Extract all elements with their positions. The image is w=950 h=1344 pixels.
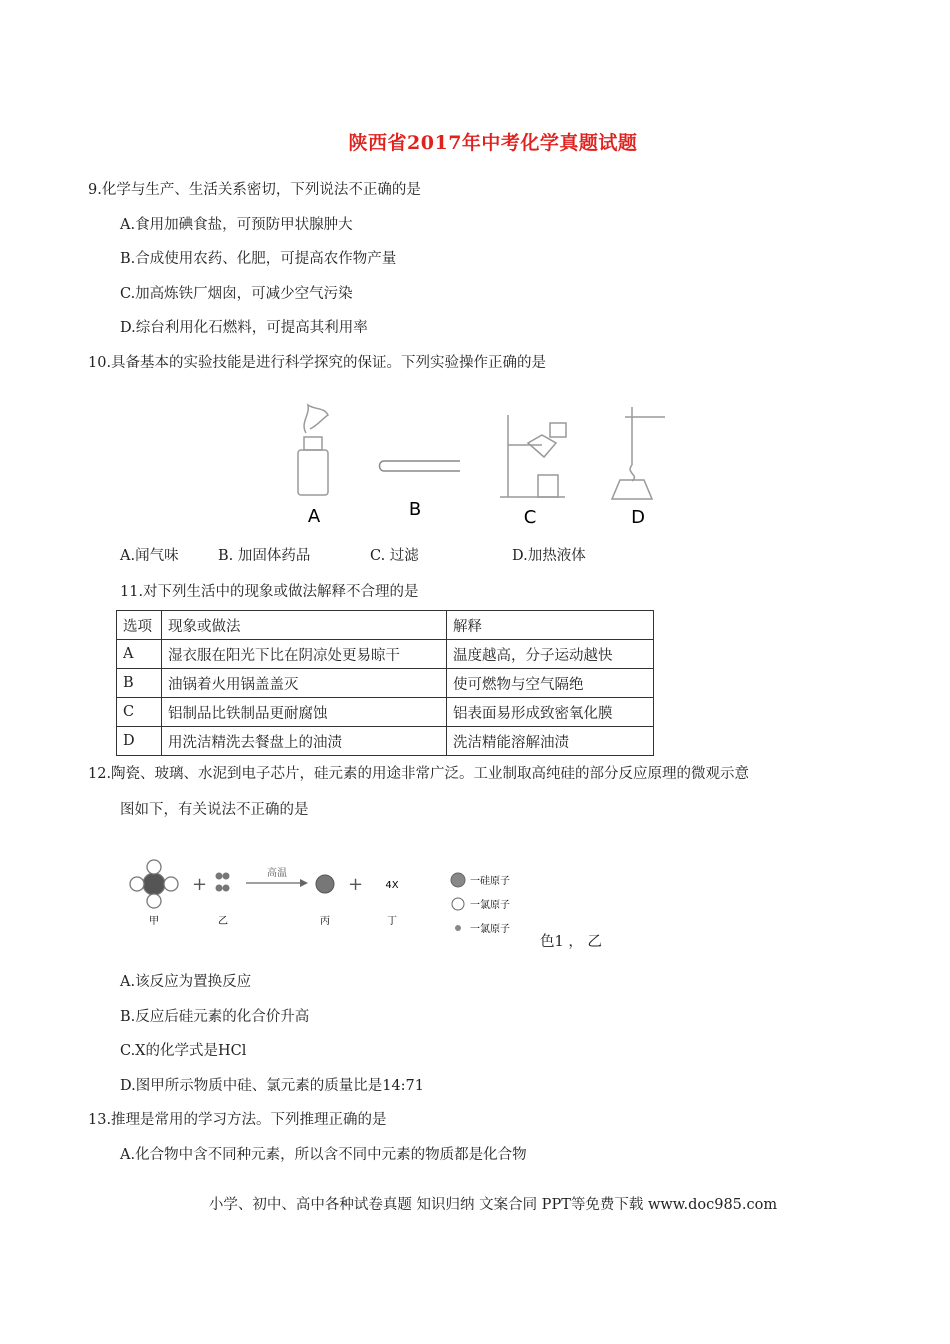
diagram-note: 色1 ， 乙 [540,934,602,950]
plus-sign-2: + [348,874,364,895]
legend-cl-icon [452,898,464,910]
molecule-bing-icon [316,875,334,893]
table-cell: B [117,669,162,698]
molecule-yi-icon [216,873,230,892]
figure-label-a: A [307,506,321,527]
table-cell: 铝制品比铁制品更耐腐蚀 [162,698,447,727]
figure-label-b: B [408,499,422,520]
question-12-option-a: A.该反应为置换反应 [120,974,252,990]
question-12-option-c: C.X的化学式是HCl [120,1043,247,1059]
label-jia: 甲 [149,916,159,927]
figure-label-c: C [523,507,537,528]
figure-d-heating-icon [612,407,665,499]
table-row [117,669,654,698]
figure-b-test-tube-icon [380,461,461,471]
table-cell: A [117,640,162,669]
table-cell: 温度越高，分子运动越快 [447,640,654,669]
question-10-option-a: A.闻气味 [120,548,179,564]
label-ding: 丁 [387,916,397,927]
question-9-option-a: A.食用加碘食盐，可预防甲状腺肿大 [120,217,353,233]
question-9-option-c: C.加高炼铁厂烟囱，可减少空气污染 [120,286,353,302]
question-10-stem: 10.具备基本的实验技能是进行科学探究的保证。下列实验操作正确的是 [88,355,547,371]
plus-sign-1: + [192,874,208,895]
table-cell: D [117,727,162,756]
question-12-option-b: B.反应后硅元素的化合价升高 [120,1009,310,1025]
figure-label-d: D [631,507,645,528]
legend-si: 一硅原子 [470,876,510,887]
table-cell: 使可燃物与空气隔绝 [447,669,654,698]
legend-cl: 一氯原子 [470,900,510,911]
question-13-option-a: A.化合物中含不同种元素，所以含不同中元素的物质都是化合物 [120,1147,527,1163]
table-cell: 用洗洁精洗去餐盘上的油渍 [162,727,447,756]
page-title: 陕西省2017年中考化学真题试题 [348,132,638,154]
molecule-jia-icon [130,860,178,908]
question-11-table [116,610,654,756]
table-cell: 洗洁精能溶解油渍 [447,727,654,756]
legend-h-icon [455,925,461,931]
figure-a-smell-icon [298,405,328,495]
legend-h: 一氯原子 [470,924,510,935]
question-10-option-b: B. 加固体药品 [218,548,311,564]
lab-operations-figure [280,395,700,535]
product-x: 4X [385,880,399,891]
table-row [117,727,654,756]
table-header-cell: 解释 [447,611,654,640]
label-bing: 丙 [320,916,330,927]
figure-c-filtration-icon [500,415,566,497]
page-footer: 小学、初中、高中各种试卷真题 知识归纳 文案合同 PPT等免费下载 www.doc985.com [208,1197,778,1213]
question-9-stem: 9.化学与生产、生活关系密切，下列说法不正确的是 [88,182,421,198]
question-13-stem: 13.推理是常用的学习方法。下列推理正确的是 [88,1112,387,1128]
legend-si-icon [451,873,465,887]
arrow-head-icon [300,879,308,887]
table-cell: 湿衣服在阳光下比在阴凉处更易晾干 [162,640,447,669]
table-cell: 铝表面易形成致密氧化膜 [447,698,654,727]
question-12-stem-line1: 12.陶瓷、玻璃、水泥到电子芯片，硅元素的用途非常广泛。工业制取高纯硅的部分反应原理的微观示意 [88,766,750,782]
reaction-condition: 高温 [267,868,287,879]
table-cell: 油锅着火用锅盖盖灭 [162,669,447,698]
question-12-stem-line2: 图如下，有关说法不正确的是 [120,802,309,818]
table-header-row [117,611,654,640]
question-10-option-d: D.加热液体 [512,548,586,564]
table-row [117,640,654,669]
question-11-stem: 11.对下列生活中的现象或做法解释不合理的是 [120,584,419,600]
label-yi: 乙 [218,916,228,927]
table-row [117,698,654,727]
table-cell: C [117,698,162,727]
question-10-option-c: C. 过滤 [370,548,419,564]
table-header-cell: 选项 [117,611,162,640]
question-12-option-d: D.图甲所示物质中硅、氯元素的质量比是14:71 [120,1078,425,1094]
question-9-option-d: D.综台利用化石燃料，可提高其利用率 [120,320,368,336]
table-header-cell: 现象或做法 [162,611,447,640]
question-9-option-b: B.合成使用农药、化肥，可提高农作物产量 [120,251,397,267]
